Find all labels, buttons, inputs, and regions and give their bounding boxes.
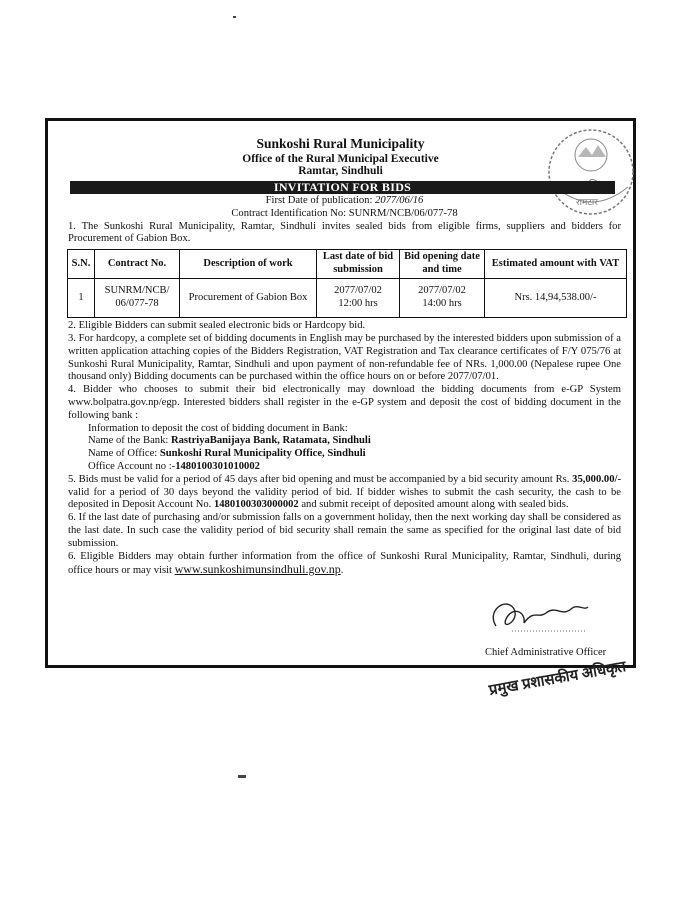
row-description: Procurement of Gabion Box	[180, 279, 317, 318]
official-stamp: प्रमुख प्रशासकीय अधिकृत	[487, 659, 628, 699]
scan-speck	[233, 16, 236, 18]
website-link[interactable]: www.sunkoshimunsindhuli.gov.np	[174, 562, 341, 577]
row-last-date	[317, 279, 400, 318]
bid-notice	[45, 118, 636, 668]
bank-name-line	[88, 435, 621, 448]
last-time-value: 12:00 hrs	[338, 298, 378, 310]
col-last-date: Last date of bid submission	[317, 250, 400, 279]
opening-date-value: 2077/07/02	[418, 285, 466, 297]
publication-label: First Date of publication:	[265, 195, 373, 206]
last-date-value: 2077/07/02	[334, 285, 382, 297]
security-amount: 35,000.00/-	[572, 473, 621, 485]
col-description: Description of work	[180, 250, 317, 279]
bid-table	[67, 249, 627, 318]
signature-icon	[476, 591, 606, 641]
bank-office-label: Name of Office:	[88, 448, 160, 460]
paragraph-6: 6. If the last date of purchasing and/or submission falls on a government holiday, then the next working day shall be considered as the last date. In such case the validity period of bid security shall remain the same as specified for the original last date of bid submission.	[68, 512, 621, 549]
col-amount: Estimated amount with VAT	[485, 250, 627, 279]
scan-speck	[238, 775, 246, 778]
table-row	[68, 279, 627, 318]
para5-text-a: 5. Bids must be valid for a period of 45 days after bid opening and must be accompanied by a bid security amount Rs.	[68, 473, 573, 485]
bank-name-label: Name of the Bank:	[88, 435, 171, 447]
bank-account: 1480100301010002	[175, 460, 260, 472]
table-header-row	[68, 250, 627, 279]
svg-text:रामटार: रामटार	[576, 198, 598, 208]
publication-date	[68, 195, 621, 208]
para7-text-a: 6. Eligible Bidders may obtain further information from the office of Sunkoshi Rural Municipality, Ramtar, Sindhuli, during office hours or may visit	[68, 550, 621, 577]
row-sn: 1	[68, 279, 95, 318]
bank-name: RastriyaBanijaya Bank, Ratamata, Sindhuli	[170, 435, 371, 447]
row-contract-no: SUNRM/NCB/ 06/077-78	[95, 279, 180, 318]
bank-office-line	[88, 448, 621, 461]
publication-date-value: 2077/06/16	[375, 195, 424, 206]
signatory-title: Chief Administrative Officer	[485, 647, 607, 658]
paragraph-5	[68, 474, 621, 512]
col-sn: S.N.	[68, 250, 95, 279]
notice-body	[68, 195, 621, 578]
paragraph-7	[68, 551, 621, 579]
col-contract: Contract No.	[95, 250, 180, 279]
row-opening	[400, 279, 485, 318]
bank-info	[68, 423, 621, 474]
para5-text-b: valid for a period of 30 days beyond the validity period of bid. If bidder wishes to submit the cash security, the cash to be deposited in Deposit Account No.	[68, 486, 621, 511]
row-amount: Nrs. 14,94,538.00/-	[485, 279, 627, 318]
paragraph-3: 3. For hardcopy, a complete set of bidding documents in English may be purchased by the interested bidders upon submission of a written application attaching copies of the Bidders Registration, VAT Registration and Tax clearance certificates of F/Y 075/76 at Sunkoshi Rural Municipality, Ramtar, Sindhuli and upon payment of non-refundable fee of NRs. 1,000.00 (Nepalese rupee One thousand only) Bidding documents can be purchased within the office hours on or before 2077/07/01.	[68, 332, 621, 383]
bank-account-label: Office Account no :-	[88, 460, 176, 472]
para7-text-b: .	[340, 565, 344, 577]
municipality-name: Sunkoshi Rural Municipality	[256, 136, 425, 151]
contract-id: Contract Identification No: SUNRM/NCB/06/077-78	[231, 207, 458, 219]
paragraph-1: 1. The Sunkoshi Rural Municipality, Ramtar, Sindhuli invites sealed bids from eligible firms, suppliers and bidders for Procurement of Gabion Box.	[68, 220, 621, 245]
paragraph-4: 4. Bidder who chooses to submit their bid electronically may download the bidding documents from e-GP System www.bolpatra.gov.np/egp. Interested bidders shall register in the e-GP system and deposit the cost of bidding document in the following bank :	[68, 384, 621, 421]
office-name: Office of the Rural Municipal Executive	[242, 153, 439, 165]
bank-intro: Information to deposit the cost of bidding document in Bank:	[88, 422, 348, 434]
bank-office: Sunkoshi Rural Municipality Office, Sindhuli	[159, 448, 366, 460]
office-location: Ramtar, Sindhuli	[298, 165, 383, 177]
notice-title-banner: INVITATION FOR BIDS	[70, 181, 615, 194]
paragraph-2: 2. Eligible Bidders can submit sealed electronic bids or Hardcopy bid.	[68, 320, 366, 332]
col-opening: Bid opening date and time	[400, 250, 485, 279]
deposit-account: 1480100303000002	[213, 499, 299, 511]
para5-text-c: and submit receipt of deposited amount along with sealed bids.	[298, 499, 569, 511]
opening-time-value: 14:00 hrs	[422, 298, 462, 310]
bank-account-line	[88, 461, 621, 474]
